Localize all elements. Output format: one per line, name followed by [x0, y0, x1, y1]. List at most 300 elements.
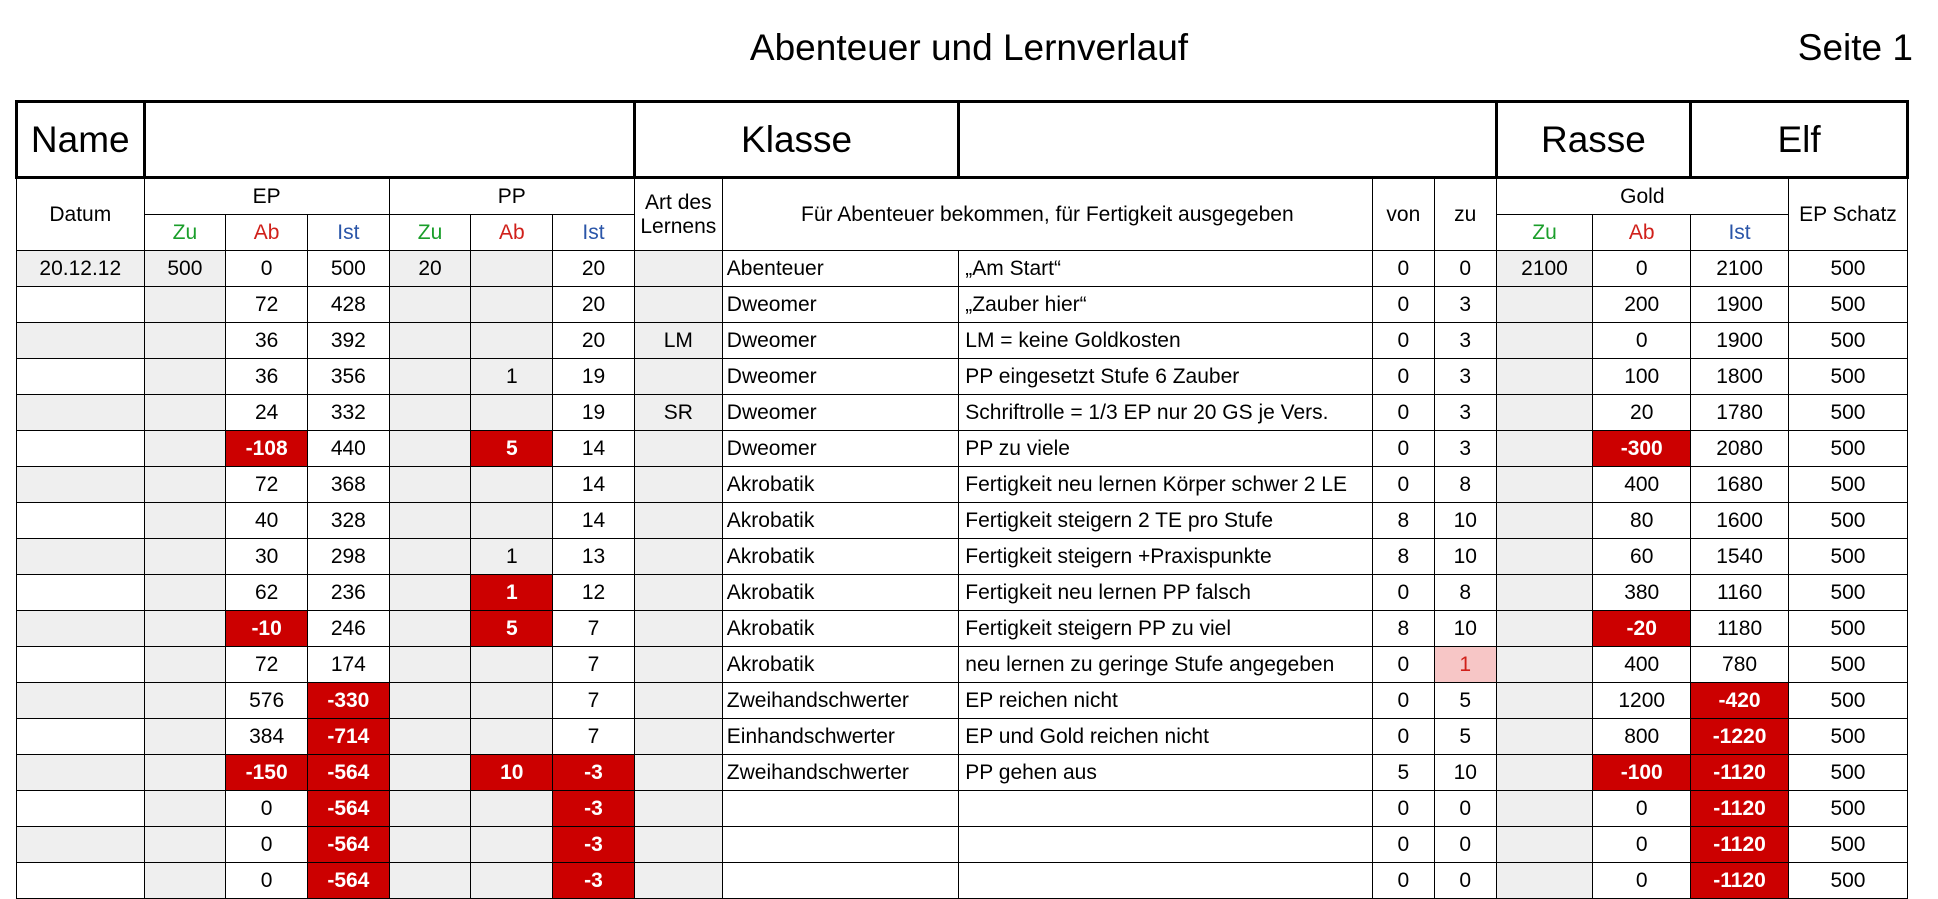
date-cell[interactable]	[17, 719, 145, 755]
pp-zu-cell[interactable]	[389, 431, 471, 467]
pp-ist-cell[interactable]: 20	[553, 251, 635, 287]
zu-cell[interactable]: 0	[1434, 863, 1496, 899]
von-cell[interactable]: 0	[1372, 575, 1434, 611]
gold-zu-cell[interactable]	[1496, 611, 1593, 647]
zu-cell[interactable]: 5	[1434, 719, 1496, 755]
ep-schatz-cell[interactable]: 500	[1788, 323, 1907, 359]
zu-cell[interactable]: 10	[1434, 755, 1496, 791]
description-cell[interactable]: „Am Start“	[959, 251, 1373, 287]
pp-zu-cell[interactable]	[389, 467, 471, 503]
pp-ist-cell[interactable]: 13	[553, 539, 635, 575]
learn-type-cell[interactable]	[634, 863, 722, 899]
ep-schatz-cell[interactable]: 500	[1788, 431, 1907, 467]
category-cell[interactable]: Akrobatik	[722, 503, 959, 539]
description-cell[interactable]: PP eingesetzt Stufe 6 Zauber	[959, 359, 1373, 395]
pp-ist-cell[interactable]: 20	[553, 287, 635, 323]
von-cell[interactable]: 5	[1372, 755, 1434, 791]
learn-type-cell[interactable]	[634, 467, 722, 503]
category-cell[interactable]: Akrobatik	[722, 539, 959, 575]
description-cell[interactable]: EP reichen nicht	[959, 683, 1373, 719]
learn-type-cell[interactable]	[634, 575, 722, 611]
gold-zu-cell[interactable]: 2100	[1496, 251, 1593, 287]
ep-schatz-cell[interactable]: 500	[1788, 647, 1907, 683]
ep-schatz-cell[interactable]: 500	[1788, 467, 1907, 503]
pp-zu-cell[interactable]	[389, 827, 471, 863]
description-cell[interactable]	[959, 863, 1373, 899]
ep-ab-cell[interactable]: 0	[226, 827, 308, 863]
von-cell[interactable]: 0	[1372, 359, 1434, 395]
gold-ist-cell[interactable]: 1160	[1691, 575, 1789, 611]
ep-schatz-cell[interactable]: 500	[1788, 863, 1907, 899]
description-cell[interactable]: Fertigkeit steigern +Praxispunkte	[959, 539, 1373, 575]
gold-zu-cell[interactable]	[1496, 575, 1593, 611]
ep-ab-cell[interactable]: -150	[226, 755, 308, 791]
learn-type-cell[interactable]	[634, 719, 722, 755]
von-cell[interactable]: 0	[1372, 863, 1434, 899]
pp-ab-cell[interactable]	[471, 251, 553, 287]
zu-cell[interactable]: 10	[1434, 503, 1496, 539]
description-cell[interactable]: Schriftrolle = 1/3 EP nur 20 GS je Vers.	[959, 395, 1373, 431]
ep-ist-cell[interactable]: 246	[307, 611, 389, 647]
pp-ab-cell[interactable]	[471, 395, 553, 431]
ep-schatz-cell[interactable]: 500	[1788, 791, 1907, 827]
gold-ist-cell[interactable]: 1780	[1691, 395, 1789, 431]
zu-cell[interactable]: 10	[1434, 611, 1496, 647]
ep-zu-cell[interactable]	[144, 755, 226, 791]
gold-zu-cell[interactable]	[1496, 503, 1593, 539]
pp-ab-cell[interactable]	[471, 863, 553, 899]
category-cell[interactable]: Dweomer	[722, 359, 959, 395]
pp-zu-cell[interactable]	[389, 575, 471, 611]
zu-cell[interactable]: 3	[1434, 395, 1496, 431]
ep-zu-cell[interactable]	[144, 683, 226, 719]
description-cell[interactable]: PP gehen aus	[959, 755, 1373, 791]
pp-zu-cell[interactable]	[389, 683, 471, 719]
table-row	[17, 251, 1908, 287]
table-row	[17, 467, 1908, 503]
zu-cell[interactable]: 10	[1434, 539, 1496, 575]
pp-zu-cell[interactable]	[389, 719, 471, 755]
zu-cell[interactable]: 0	[1434, 827, 1496, 863]
ep-schatz-cell[interactable]: 500	[1788, 683, 1907, 719]
date-cell[interactable]	[17, 791, 145, 827]
ep-ist-cell[interactable]: -330	[307, 683, 389, 719]
ep-schatz-cell[interactable]: 500	[1788, 251, 1907, 287]
gold-ist-cell[interactable]: 2100	[1691, 251, 1789, 287]
gold-ist-cell[interactable]: 1900	[1691, 287, 1789, 323]
klasse-field[interactable]	[959, 102, 1496, 178]
ep-ist-cell[interactable]: 332	[307, 395, 389, 431]
von-cell[interactable]: 0	[1372, 791, 1434, 827]
name-field[interactable]	[144, 102, 634, 178]
learn-type-cell[interactable]	[634, 431, 722, 467]
ep-schatz-cell[interactable]: 500	[1788, 359, 1907, 395]
gold-zu-cell[interactable]	[1496, 791, 1593, 827]
pp-zu-cell[interactable]	[389, 791, 471, 827]
description-cell[interactable]: LM = keine Goldkosten	[959, 323, 1373, 359]
pp-zu-cell[interactable]	[389, 395, 471, 431]
ep-ist-cell[interactable]: 368	[307, 467, 389, 503]
ep-schatz-cell[interactable]: 500	[1788, 287, 1907, 323]
gold-ist-cell[interactable]: 2080	[1691, 431, 1789, 467]
von-cell[interactable]: 0	[1372, 431, 1434, 467]
ep-zu-cell[interactable]	[144, 827, 226, 863]
description-cell[interactable]: Fertigkeit steigern PP zu viel	[959, 611, 1373, 647]
gold-zu-cell[interactable]	[1496, 359, 1593, 395]
header-ep-ab: Ab	[226, 215, 308, 251]
pp-zu-cell[interactable]: 20	[389, 251, 471, 287]
table-row	[17, 323, 1908, 359]
gold-ab-cell[interactable]: 80	[1593, 503, 1691, 539]
gold-zu-cell[interactable]	[1496, 467, 1593, 503]
gold-ab-cell[interactable]: 400	[1593, 647, 1691, 683]
pp-ist-cell[interactable]: 14	[553, 467, 635, 503]
learn-type-cell[interactable]	[634, 539, 722, 575]
pp-ab-cell[interactable]	[471, 287, 553, 323]
learn-type-cell[interactable]	[634, 791, 722, 827]
ep-zu-cell[interactable]: 500	[144, 251, 226, 287]
category-cell[interactable]: Zweihandschwerter	[722, 755, 959, 791]
pp-ab-cell[interactable]	[471, 323, 553, 359]
ep-ist-cell[interactable]: -564	[307, 791, 389, 827]
date-cell[interactable]	[17, 683, 145, 719]
ep-ab-cell[interactable]: 72	[226, 467, 308, 503]
ep-ist-cell[interactable]: -564	[307, 827, 389, 863]
ep-zu-cell[interactable]	[144, 863, 226, 899]
ep-ist-cell[interactable]: 174	[307, 647, 389, 683]
ep-schatz-cell[interactable]: 500	[1788, 611, 1907, 647]
von-cell[interactable]: 0	[1372, 395, 1434, 431]
gold-ab-cell[interactable]: 380	[1593, 575, 1691, 611]
learn-type-cell[interactable]	[634, 251, 722, 287]
pp-ab-cell[interactable]	[471, 503, 553, 539]
category-cell[interactable]: Dweomer	[722, 431, 959, 467]
pp-zu-cell[interactable]	[389, 539, 471, 575]
table-row	[17, 719, 1908, 755]
ep-ab-cell[interactable]: 36	[226, 359, 308, 395]
gold-ab-cell[interactable]: 800	[1593, 719, 1691, 755]
von-cell[interactable]: 0	[1372, 827, 1434, 863]
learn-type-cell[interactable]	[634, 827, 722, 863]
learn-type-cell[interactable]: LM	[634, 323, 722, 359]
category-cell[interactable]: Dweomer	[722, 287, 959, 323]
ep-zu-cell[interactable]	[144, 647, 226, 683]
date-cell[interactable]	[17, 431, 145, 467]
pp-ab-cell[interactable]: 5	[471, 611, 553, 647]
pp-zu-cell[interactable]	[389, 359, 471, 395]
description-cell[interactable]: „Zauber hier“	[959, 287, 1373, 323]
date-cell[interactable]	[17, 863, 145, 899]
von-cell[interactable]: 0	[1372, 467, 1434, 503]
ep-zu-cell[interactable]	[144, 431, 226, 467]
von-cell[interactable]: 0	[1372, 323, 1434, 359]
ep-ist-cell[interactable]: 236	[307, 575, 389, 611]
gold-ab-cell[interactable]: 0	[1593, 323, 1691, 359]
learn-type-cell[interactable]	[634, 359, 722, 395]
pp-zu-cell[interactable]	[389, 863, 471, 899]
gold-ab-cell[interactable]: -300	[1593, 431, 1691, 467]
date-cell[interactable]	[17, 323, 145, 359]
pp-ab-cell[interactable]	[471, 791, 553, 827]
gold-ab-cell[interactable]: 0	[1593, 863, 1691, 899]
gold-ist-cell[interactable]: -1120	[1691, 755, 1789, 791]
von-cell[interactable]: 0	[1372, 683, 1434, 719]
ep-ist-cell[interactable]: -564	[307, 863, 389, 899]
category-cell[interactable]: Zweihandschwerter	[722, 683, 959, 719]
pp-ab-cell[interactable]: 5	[471, 431, 553, 467]
learn-type-cell[interactable]: SR	[634, 395, 722, 431]
ep-ist-cell[interactable]: 428	[307, 287, 389, 323]
pp-ab-cell[interactable]: 1	[471, 575, 553, 611]
ep-zu-cell[interactable]	[144, 575, 226, 611]
pp-ist-cell[interactable]: 20	[553, 323, 635, 359]
gold-ist-cell[interactable]: -1120	[1691, 791, 1789, 827]
ep-ab-cell[interactable]: -10	[226, 611, 308, 647]
date-cell[interactable]	[17, 827, 145, 863]
gold-ab-cell[interactable]: 0	[1593, 827, 1691, 863]
von-cell[interactable]: 8	[1372, 503, 1434, 539]
category-cell[interactable]: Dweomer	[722, 395, 959, 431]
table-row	[17, 647, 1908, 683]
category-cell[interactable]: Akrobatik	[722, 647, 959, 683]
von-cell[interactable]: 8	[1372, 539, 1434, 575]
pp-ab-cell[interactable]: 10	[471, 755, 553, 791]
von-cell[interactable]: 0	[1372, 287, 1434, 323]
pp-ist-cell[interactable]: 12	[553, 575, 635, 611]
date-cell[interactable]	[17, 539, 145, 575]
ep-ab-cell[interactable]: 72	[226, 647, 308, 683]
description-cell[interactable]: Fertigkeit neu lernen Körper schwer 2 LE	[959, 467, 1373, 503]
gold-ist-cell[interactable]: -1120	[1691, 827, 1789, 863]
date-cell[interactable]	[17, 359, 145, 395]
date-cell[interactable]	[17, 395, 145, 431]
header-datum: Datum	[17, 178, 145, 251]
gold-ist-cell[interactable]: 1900	[1691, 323, 1789, 359]
gold-zu-cell[interactable]	[1496, 827, 1593, 863]
gold-ist-cell[interactable]: 1800	[1691, 359, 1789, 395]
description-cell[interactable]: Fertigkeit neu lernen PP falsch	[959, 575, 1373, 611]
gold-zu-cell[interactable]	[1496, 287, 1593, 323]
zu-cell[interactable]: 0	[1434, 251, 1496, 287]
pp-ist-cell[interactable]: 19	[553, 395, 635, 431]
ep-schatz-cell[interactable]: 500	[1788, 575, 1907, 611]
gold-ist-cell[interactable]: -1120	[1691, 863, 1789, 899]
pp-ist-cell[interactable]: 14	[553, 431, 635, 467]
ep-ist-cell[interactable]: -564	[307, 755, 389, 791]
category-cell[interactable]: Einhandschwerter	[722, 719, 959, 755]
date-cell[interactable]	[17, 503, 145, 539]
ep-ab-cell[interactable]: 62	[226, 575, 308, 611]
pp-ist-cell[interactable]: -3	[553, 827, 635, 863]
pp-ist-cell[interactable]: -3	[553, 791, 635, 827]
pp-ist-cell[interactable]: 7	[553, 611, 635, 647]
category-cell[interactable]	[722, 863, 959, 899]
gold-zu-cell[interactable]	[1496, 863, 1593, 899]
pp-ist-cell[interactable]: -3	[553, 863, 635, 899]
ep-ab-cell[interactable]: 24	[226, 395, 308, 431]
gold-zu-cell[interactable]	[1496, 755, 1593, 791]
ep-schatz-cell[interactable]: 500	[1788, 539, 1907, 575]
pp-ist-cell[interactable]: -3	[553, 755, 635, 791]
gold-ab-cell[interactable]: -20	[1593, 611, 1691, 647]
learn-type-cell[interactable]	[634, 503, 722, 539]
gold-zu-cell[interactable]	[1496, 395, 1593, 431]
gold-ist-cell[interactable]: 1600	[1691, 503, 1789, 539]
gold-ab-cell[interactable]: 400	[1593, 467, 1691, 503]
learn-type-cell[interactable]	[634, 647, 722, 683]
ep-schatz-cell[interactable]: 500	[1788, 719, 1907, 755]
category-cell[interactable]: Akrobatik	[722, 575, 959, 611]
gold-zu-cell[interactable]	[1496, 683, 1593, 719]
ep-ab-cell[interactable]: 72	[226, 287, 308, 323]
zu-cell[interactable]: 3	[1434, 323, 1496, 359]
learn-type-cell[interactable]	[634, 287, 722, 323]
gold-zu-cell[interactable]	[1496, 323, 1593, 359]
pp-ab-cell[interactable]: 1	[471, 359, 553, 395]
pp-ist-cell[interactable]: 14	[553, 503, 635, 539]
ep-ab-cell[interactable]: 0	[226, 791, 308, 827]
gold-ab-cell[interactable]: 60	[1593, 539, 1691, 575]
learn-type-cell[interactable]	[634, 755, 722, 791]
description-cell[interactable]	[959, 791, 1373, 827]
pp-zu-cell[interactable]	[389, 287, 471, 323]
pp-zu-cell[interactable]	[389, 503, 471, 539]
ep-ab-cell[interactable]: -108	[226, 431, 308, 467]
pp-ab-cell[interactable]	[471, 467, 553, 503]
pp-zu-cell[interactable]	[389, 611, 471, 647]
zu-cell[interactable]: 0	[1434, 791, 1496, 827]
gold-ab-cell[interactable]: 200	[1593, 287, 1691, 323]
ep-ist-cell[interactable]: 500	[307, 251, 389, 287]
pp-ist-cell[interactable]: 7	[553, 719, 635, 755]
zu-cell[interactable]: 5	[1434, 683, 1496, 719]
von-cell[interactable]: 0	[1372, 647, 1434, 683]
ep-zu-cell[interactable]	[144, 611, 226, 647]
ep-zu-cell[interactable]	[144, 467, 226, 503]
zu-cell[interactable]: 8	[1434, 575, 1496, 611]
description-cell[interactable]: Fertigkeit steigern 2 TE pro Stufe	[959, 503, 1373, 539]
pp-ab-cell[interactable]: 1	[471, 539, 553, 575]
ep-ab-cell[interactable]: 384	[226, 719, 308, 755]
ep-ist-cell[interactable]: 440	[307, 431, 389, 467]
date-cell[interactable]	[17, 611, 145, 647]
date-cell[interactable]	[17, 467, 145, 503]
table-row	[17, 575, 1908, 611]
category-cell[interactable]: Akrobatik	[722, 467, 959, 503]
gold-zu-cell[interactable]	[1496, 647, 1593, 683]
pp-zu-cell[interactable]	[389, 755, 471, 791]
ep-ist-cell[interactable]: 328	[307, 503, 389, 539]
ep-zu-cell[interactable]	[144, 395, 226, 431]
pp-zu-cell[interactable]	[389, 647, 471, 683]
ep-ab-cell[interactable]: 0	[226, 863, 308, 899]
rasse-field[interactable]: Elf	[1691, 102, 1908, 178]
description-cell[interactable]: EP und Gold reichen nicht	[959, 719, 1373, 755]
gold-ist-cell[interactable]: 780	[1691, 647, 1789, 683]
gold-ab-cell[interactable]: 0	[1593, 251, 1691, 287]
pp-zu-cell[interactable]	[389, 323, 471, 359]
ep-schatz-cell[interactable]: 500	[1788, 827, 1907, 863]
pp-ab-cell[interactable]	[471, 647, 553, 683]
ep-ab-cell[interactable]: 36	[226, 323, 308, 359]
ep-ist-cell[interactable]: 298	[307, 539, 389, 575]
gold-ist-cell[interactable]: 1180	[1691, 611, 1789, 647]
zu-cell[interactable]: 3	[1434, 431, 1496, 467]
header-ep-schatz: EP Schatz	[1788, 178, 1907, 251]
ep-zu-cell[interactable]	[144, 503, 226, 539]
ep-schatz-cell[interactable]: 500	[1788, 755, 1907, 791]
gold-ab-cell[interactable]: 1200	[1593, 683, 1691, 719]
zu-cell[interactable]: 8	[1434, 467, 1496, 503]
ep-zu-cell[interactable]	[144, 539, 226, 575]
gold-zu-cell[interactable]	[1496, 539, 1593, 575]
ep-ist-cell[interactable]: -714	[307, 719, 389, 755]
ep-ab-cell[interactable]: 30	[226, 539, 308, 575]
category-cell[interactable]: Akrobatik	[722, 611, 959, 647]
date-cell[interactable]: 20.12.12	[17, 251, 145, 287]
gold-ab-cell[interactable]: -100	[1593, 755, 1691, 791]
gold-ab-cell[interactable]: 100	[1593, 359, 1691, 395]
von-cell[interactable]: 0	[1372, 251, 1434, 287]
ep-ist-cell[interactable]: 392	[307, 323, 389, 359]
date-cell[interactable]	[17, 647, 145, 683]
gold-zu-cell[interactable]	[1496, 719, 1593, 755]
learn-type-cell[interactable]	[634, 611, 722, 647]
pp-ab-cell[interactable]	[471, 683, 553, 719]
date-cell[interactable]	[17, 575, 145, 611]
gold-ab-cell[interactable]: 20	[1593, 395, 1691, 431]
ep-zu-cell[interactable]	[144, 791, 226, 827]
description-cell[interactable]: neu lernen zu geringe Stufe angegeben	[959, 647, 1373, 683]
von-cell[interactable]: 0	[1372, 719, 1434, 755]
ep-schatz-cell[interactable]: 500	[1788, 395, 1907, 431]
zu-cell[interactable]: 3	[1434, 287, 1496, 323]
learn-type-cell[interactable]	[634, 683, 722, 719]
zu-cell[interactable]: 1	[1434, 647, 1496, 683]
ep-zu-cell[interactable]	[144, 323, 226, 359]
pp-ist-cell[interactable]: 7	[553, 647, 635, 683]
zu-cell[interactable]: 3	[1434, 359, 1496, 395]
ep-zu-cell[interactable]	[144, 719, 226, 755]
date-cell[interactable]	[17, 287, 145, 323]
gold-ist-cell[interactable]: 1540	[1691, 539, 1789, 575]
von-cell[interactable]: 8	[1372, 611, 1434, 647]
ep-zu-cell[interactable]	[144, 359, 226, 395]
category-cell[interactable]	[722, 827, 959, 863]
gold-ab-cell[interactable]: 0	[1593, 791, 1691, 827]
date-cell[interactable]	[17, 755, 145, 791]
ep-ist-cell[interactable]: 356	[307, 359, 389, 395]
category-cell[interactable]: Abenteuer	[722, 251, 959, 287]
pp-ist-cell[interactable]: 19	[553, 359, 635, 395]
gold-ist-cell[interactable]: -420	[1691, 683, 1789, 719]
pp-ab-cell[interactable]	[471, 827, 553, 863]
description-cell[interactable]	[959, 827, 1373, 863]
ep-schatz-cell[interactable]: 500	[1788, 503, 1907, 539]
gold-zu-cell[interactable]	[1496, 431, 1593, 467]
description-cell[interactable]: PP zu viele	[959, 431, 1373, 467]
gold-ist-cell[interactable]: 1680	[1691, 467, 1789, 503]
pp-ab-cell[interactable]	[471, 719, 553, 755]
category-cell[interactable]: Dweomer	[722, 323, 959, 359]
ep-zu-cell[interactable]	[144, 287, 226, 323]
gold-ist-cell[interactable]: -1220	[1691, 719, 1789, 755]
ep-ab-cell[interactable]: 0	[226, 251, 308, 287]
category-cell[interactable]	[722, 791, 959, 827]
ep-ab-cell[interactable]: 40	[226, 503, 308, 539]
ep-ab-cell[interactable]: 576	[226, 683, 308, 719]
pp-ist-cell[interactable]: 7	[553, 683, 635, 719]
